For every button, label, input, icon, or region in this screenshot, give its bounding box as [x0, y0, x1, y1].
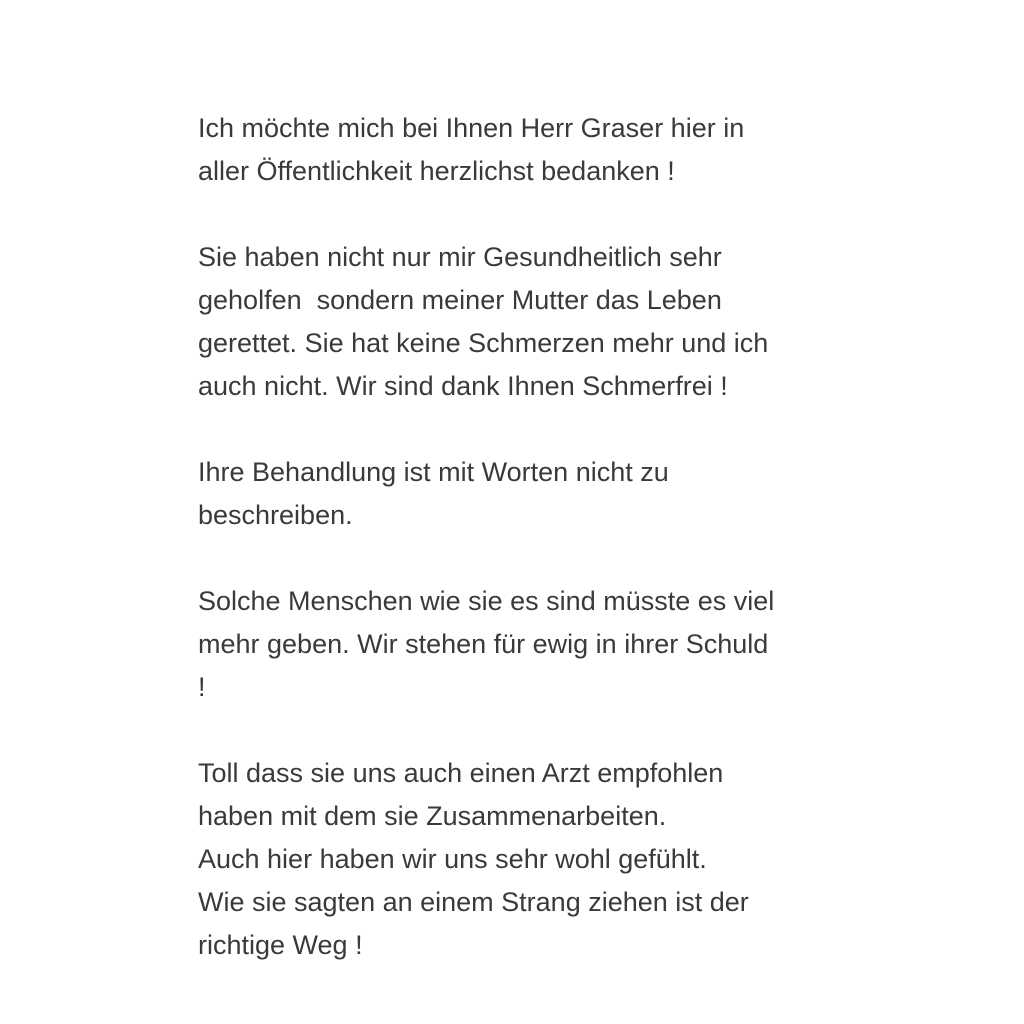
text-line: auch nicht. Wir sind dank Ihnen Schmerfrei !: [198, 371, 728, 401]
text-line: gerettet. Sie hat keine Schmerzen mehr und ich: [198, 328, 769, 358]
text-line: Ich möchte mich bei Ihnen Herr Graser hier in: [198, 113, 745, 143]
paragraph-thanks: [198, 107, 858, 193]
text-line: Solche Menschen wie sie es sind müsste es viel: [198, 586, 775, 616]
text-line: geholfen sondern meiner Mutter das Leben: [198, 285, 722, 315]
paragraph-people: [198, 580, 858, 709]
text-line: richtige Weg !: [198, 930, 363, 960]
text-line: Wie sie sagten an einem Strang ziehen ist der: [198, 887, 749, 917]
text-line: Toll dass sie uns auch einen Arzt empfohlen: [198, 758, 724, 788]
paragraph-health: [198, 236, 858, 408]
paragraph-doctor: [198, 752, 858, 967]
text-line: aller Öffentlichkeit herzlichst bedanken !: [198, 156, 675, 186]
text-line: mehr geben. Wir stehen für ewig in ihrer Schuld: [198, 629, 769, 659]
text-line: beschreiben.: [198, 500, 353, 530]
text-line: Auch hier haben wir uns sehr wohl gefühlt.: [198, 844, 707, 874]
text-line: Ihre Behandlung ist mit Worten nicht zu: [198, 457, 669, 487]
message-body: [198, 107, 858, 967]
text-line: haben mit dem sie Zusammenarbeiten.: [198, 801, 667, 831]
text-line: !: [198, 672, 206, 702]
text-line: Sie haben nicht nur mir Gesundheitlich sehr: [198, 242, 722, 272]
paragraph-treatment: [198, 451, 858, 537]
